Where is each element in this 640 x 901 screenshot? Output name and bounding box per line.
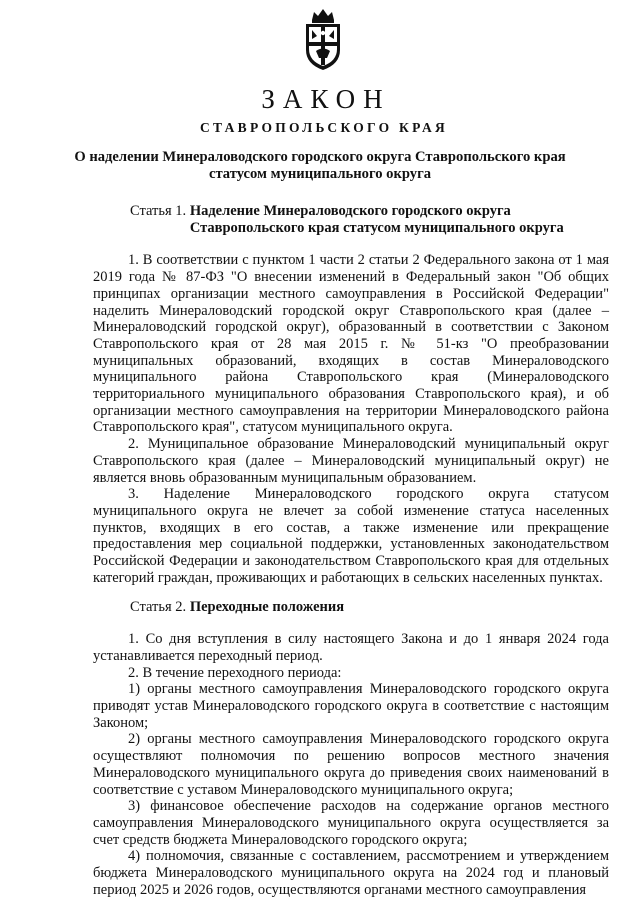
law-title: ЗАКОН: [261, 84, 391, 114]
article-2-name: Переходные положения: [189, 599, 345, 616]
article-1-number: Статья 1.: [130, 203, 190, 219]
article-2-heading: [93, 599, 609, 616]
article-2-paragraph-2: 2. В течение переходного периода:: [128, 664, 342, 681]
article-2-item-3: 3) финансовое обеспечение расходов на содержание органов местного самоуправления Минераловодского муниципального округа осуществляется за счет средств бюджета Минераловодского городского округа;: [93, 798, 609, 848]
coat-of-arms-icon: [303, 6, 343, 72]
article-2-item-2: 2) органы местного самоуправления Минераловодского городского округа осуществляют полномочия по решению вопросов местного значения Минераловодского муниципального округа до приведения своих наименований в соответствие с уставом Минераловодского муниципального округа;: [93, 731, 609, 798]
law-region: СТАВРОПОЛЬСКОГО КРАЯ: [199, 120, 449, 135]
article-2-number: Статья 2.: [130, 599, 190, 616]
article-1-paragraph-1: 1. В соответствии с пунктом 1 части 2 статьи 2 Федерального закона от 1 мая 2019 года № 87-ФЗ "О внесении изменений в Федеральный закон "Об общих принципах организации местного самоуправления в Российской Федерации" наделить Минераловодский городской округ Ставропольского края (далее – Минераловодский городской округ), образованный в соответствии с Законом Ставропольского края от 28 мая 2015 г. № 51-кз "О преобразовании муниципальных образований, входящих в состав Минераловодского муниципального района Ставропольского края (Минераловодского территориального муниципального образования Ставропольского края), и об организации местного самоуправления на территории Минераловодского района Ставропольского края", статусом муниципального округа.: [93, 252, 609, 436]
article-2-item-1: 1) органы местного самоуправления Минераловодского городского округа приводят устав Минераловодского городского округа в соответствие с настоящим Законом;: [93, 681, 609, 731]
article-2-paragraph-1: 1. Со дня вступления в силу настоящего Закона и до 1 января 2024 года устанавливается переходный период.: [93, 631, 609, 664]
article-1-paragraph-2: 2. Муниципальное образование Минераловодский муниципальный округ Ставропольского края (далее – Минераловодский муниципальный округ) не является вновь образованным муниципальным образованием.: [93, 436, 609, 486]
article-2-item-4: 4) полномочия, связанные с составлением, рассмотрением и утверждением бюджета Минераловодского муниципального округа на 2024 год и плановый период 2025 и 2026 годов, осуществляются органами местного самоуправления: [93, 848, 609, 898]
law-subject: О наделении Минераловодского городского округа Ставропольского края статусом муниципального округа: [74, 149, 566, 182]
article-1-heading: [93, 203, 609, 236]
article-1-name: Наделение Минераловодского городского округа Ставропольского края статусом муниципального округа: [189, 203, 564, 236]
law-body: [93, 203, 609, 898]
article-1-paragraph-3: 3. Наделение Минераловодского городского округа статусом муниципального округа не влечет за собой изменение статуса населенных пунктов, входящих в его состав, а также изменение или прекращение предоставления мер социальной поддержки, установленных законодательством Российской Федерации и законодательством Ставропольского края для отдельных категорий граждан, проживающих и работающих в сельских населенных пунктах.: [93, 486, 609, 586]
